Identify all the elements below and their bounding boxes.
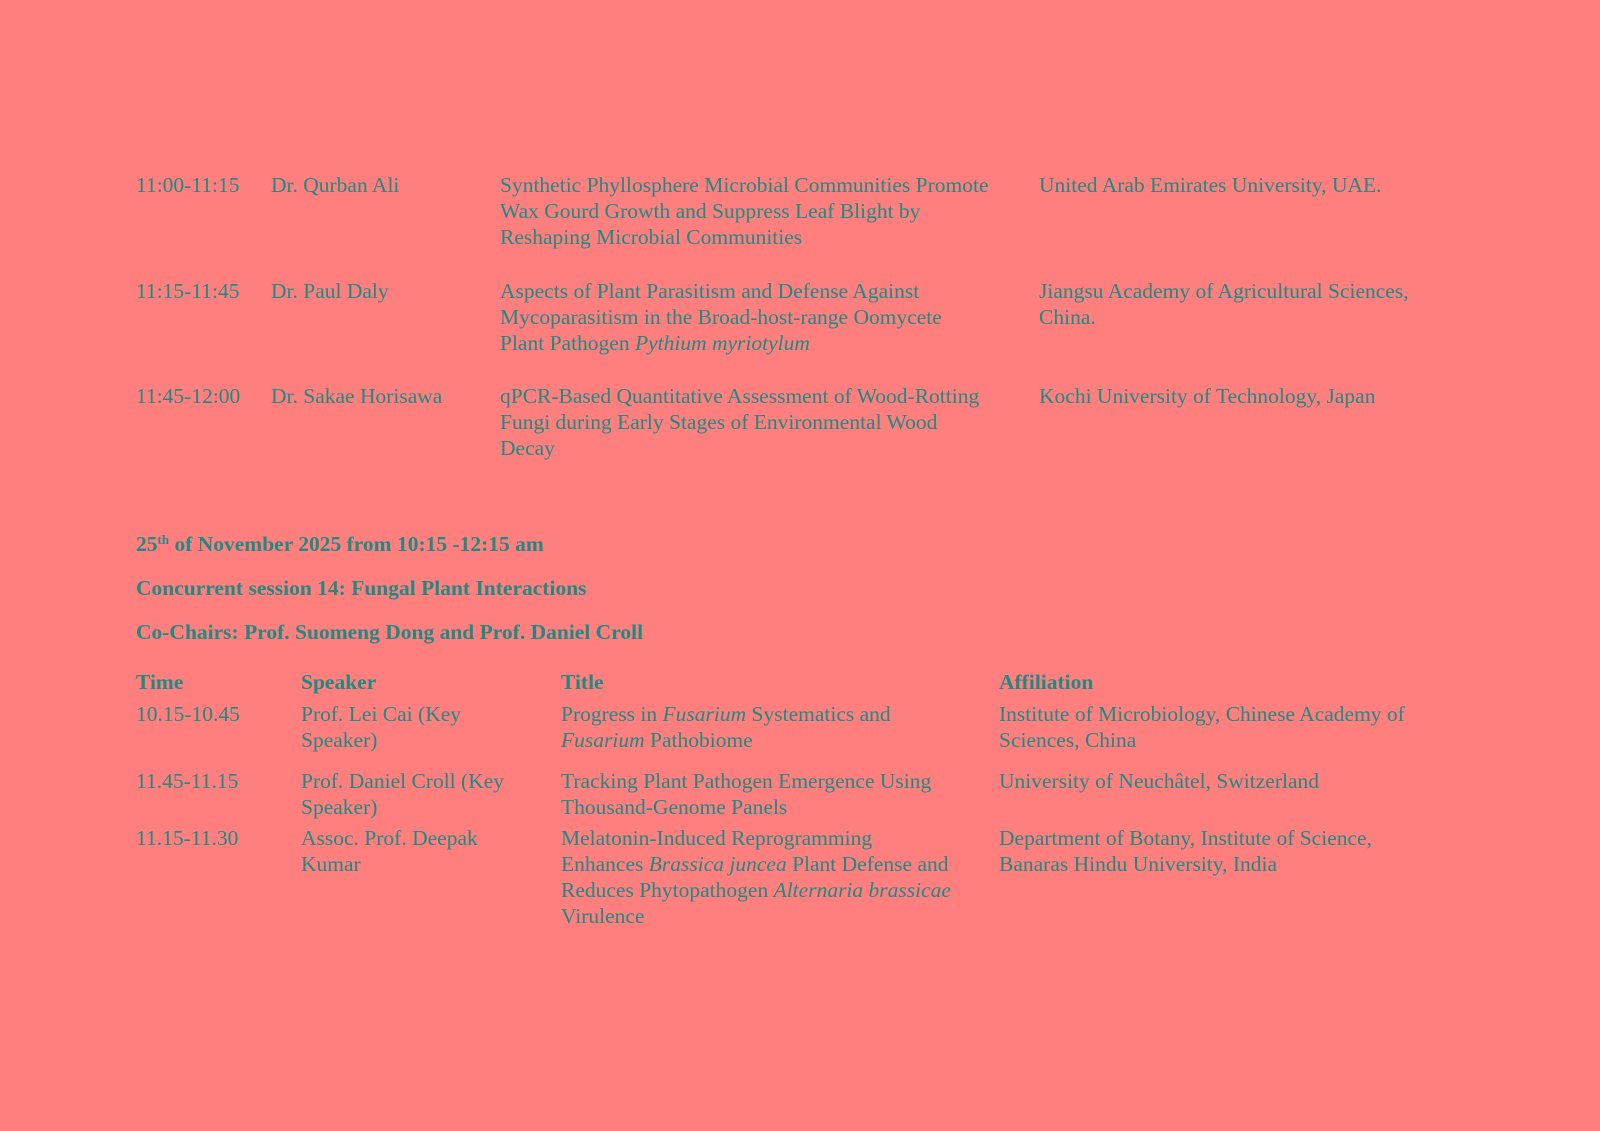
row-time: 11.15-11.30 bbox=[136, 826, 239, 850]
affiliation-line: China. bbox=[1039, 305, 1096, 329]
affiliation-line: Banaras Hindu University, India bbox=[999, 852, 1278, 876]
affiliation-line: Department of Botany, Institute of Science, bbox=[999, 826, 1372, 850]
speaker-line: Assoc. Prof. Deepak bbox=[301, 826, 478, 850]
title-line bbox=[561, 851, 1001, 877]
title-line bbox=[561, 701, 1001, 727]
speaker-line: Speaker) bbox=[301, 728, 378, 752]
session-date bbox=[136, 531, 544, 557]
row-title bbox=[500, 278, 1020, 356]
row-title bbox=[500, 383, 1020, 461]
title-line: Mycoparasitism in the Broad-host-range Oomycete bbox=[500, 305, 942, 329]
row-affiliation bbox=[1039, 278, 1459, 330]
header-title: Title bbox=[561, 670, 604, 694]
row-affiliation bbox=[1039, 383, 1459, 409]
row-title bbox=[561, 701, 1001, 753]
header-time: Time bbox=[136, 670, 184, 694]
row-affiliation bbox=[999, 825, 1459, 877]
affiliation-line: University of Neuchâtel, Switzerland bbox=[999, 769, 1320, 793]
title-line: Synthetic Phyllosphere Microbial Communities Promote bbox=[500, 173, 989, 197]
title-text: Reduces Phytopathogen bbox=[561, 878, 774, 902]
co-chairs: Co-Chairs: Prof. Suomeng Dong and Prof. Daniel Croll bbox=[136, 620, 644, 644]
species-name: Fusarium bbox=[561, 728, 645, 752]
row-speaker: Dr. Qurban Ali bbox=[271, 173, 400, 197]
title-text: Progress in bbox=[561, 702, 663, 726]
title-line: qPCR-Based Quantitative Assessment of Wood-Rotting bbox=[500, 384, 980, 408]
row-speaker: Dr. Paul Daly bbox=[271, 279, 389, 303]
title-line: Virulence bbox=[561, 904, 645, 928]
row-time: 11:45-12:00 bbox=[136, 384, 241, 408]
row-time: 10.15-10.45 bbox=[136, 702, 240, 726]
title-text: Pathobiome bbox=[644, 728, 753, 752]
row-time: 11:15-11:45 bbox=[136, 279, 240, 303]
title-line bbox=[561, 877, 1001, 903]
species-name: Pythium myriotylum bbox=[634, 331, 810, 355]
title-line: Aspects of Plant Parasitism and Defense Against bbox=[500, 279, 920, 303]
affiliation-line: Sciences, China bbox=[999, 728, 1137, 752]
title-line bbox=[561, 727, 1001, 753]
row-title bbox=[561, 825, 1001, 929]
speaker-line: Prof. Daniel Croll (Key bbox=[301, 769, 505, 793]
row-affiliation bbox=[999, 768, 1459, 794]
title-text: Plant Defense and bbox=[786, 852, 949, 876]
title-line: Tracking Plant Pathogen Emergence Using bbox=[561, 769, 932, 793]
title-text: Systematics and bbox=[746, 702, 891, 726]
species-name: Alternaria brassicae bbox=[773, 878, 951, 902]
row-speaker: Dr. Sakae Horisawa bbox=[271, 384, 443, 408]
affiliation-line: Kochi University of Technology, Japan bbox=[1039, 384, 1376, 408]
affiliation-line: United Arab Emirates University, UAE. bbox=[1039, 173, 1382, 197]
title-text: Enhances bbox=[561, 852, 649, 876]
title-line bbox=[500, 330, 1020, 356]
row-speaker bbox=[301, 701, 561, 753]
species-name: Fusarium bbox=[662, 702, 747, 726]
title-text: Plant Pathogen bbox=[500, 331, 635, 355]
header-speaker: Speaker bbox=[301, 670, 377, 694]
speaker-line: Speaker) bbox=[301, 795, 378, 819]
affiliation-line: Jiangsu Academy of Agricultural Sciences, bbox=[1039, 279, 1409, 303]
title-line: Thousand-Genome Panels bbox=[561, 795, 788, 819]
header-affiliation: Affiliation bbox=[999, 670, 1094, 694]
row-speaker bbox=[301, 768, 561, 820]
row-time: 11.45-11.15 bbox=[136, 769, 239, 793]
title-line: Reshaping Microbial Communities bbox=[500, 225, 803, 249]
speaker-line: Prof. Lei Cai (Key bbox=[301, 702, 462, 726]
species-name: Brassica juncea bbox=[648, 852, 787, 876]
row-time: 11:00-11:15 bbox=[136, 173, 240, 197]
row-title bbox=[500, 172, 1020, 250]
date-rest: of November 2025 from 10:15 -12:15 am bbox=[169, 532, 544, 556]
title-line: Decay bbox=[500, 436, 555, 460]
session-title: Concurrent session 14: Fungal Plant Interactions bbox=[136, 576, 587, 600]
row-affiliation bbox=[1039, 172, 1459, 198]
title-line: Melatonin-Induced Reprogramming bbox=[561, 826, 873, 850]
row-affiliation bbox=[999, 701, 1459, 753]
affiliation-line: Institute of Microbiology, Chinese Academy of bbox=[999, 702, 1405, 726]
row-title bbox=[561, 768, 1001, 820]
title-line: Fungi during Early Stages of Environmental Wood bbox=[500, 410, 938, 434]
row-speaker bbox=[301, 825, 561, 877]
speaker-line: Kumar bbox=[301, 852, 361, 876]
date-day: 25 bbox=[136, 532, 158, 556]
date-suffix: th bbox=[157, 532, 170, 547]
title-line: Wax Gourd Growth and Suppress Leaf Blight by bbox=[500, 199, 921, 223]
